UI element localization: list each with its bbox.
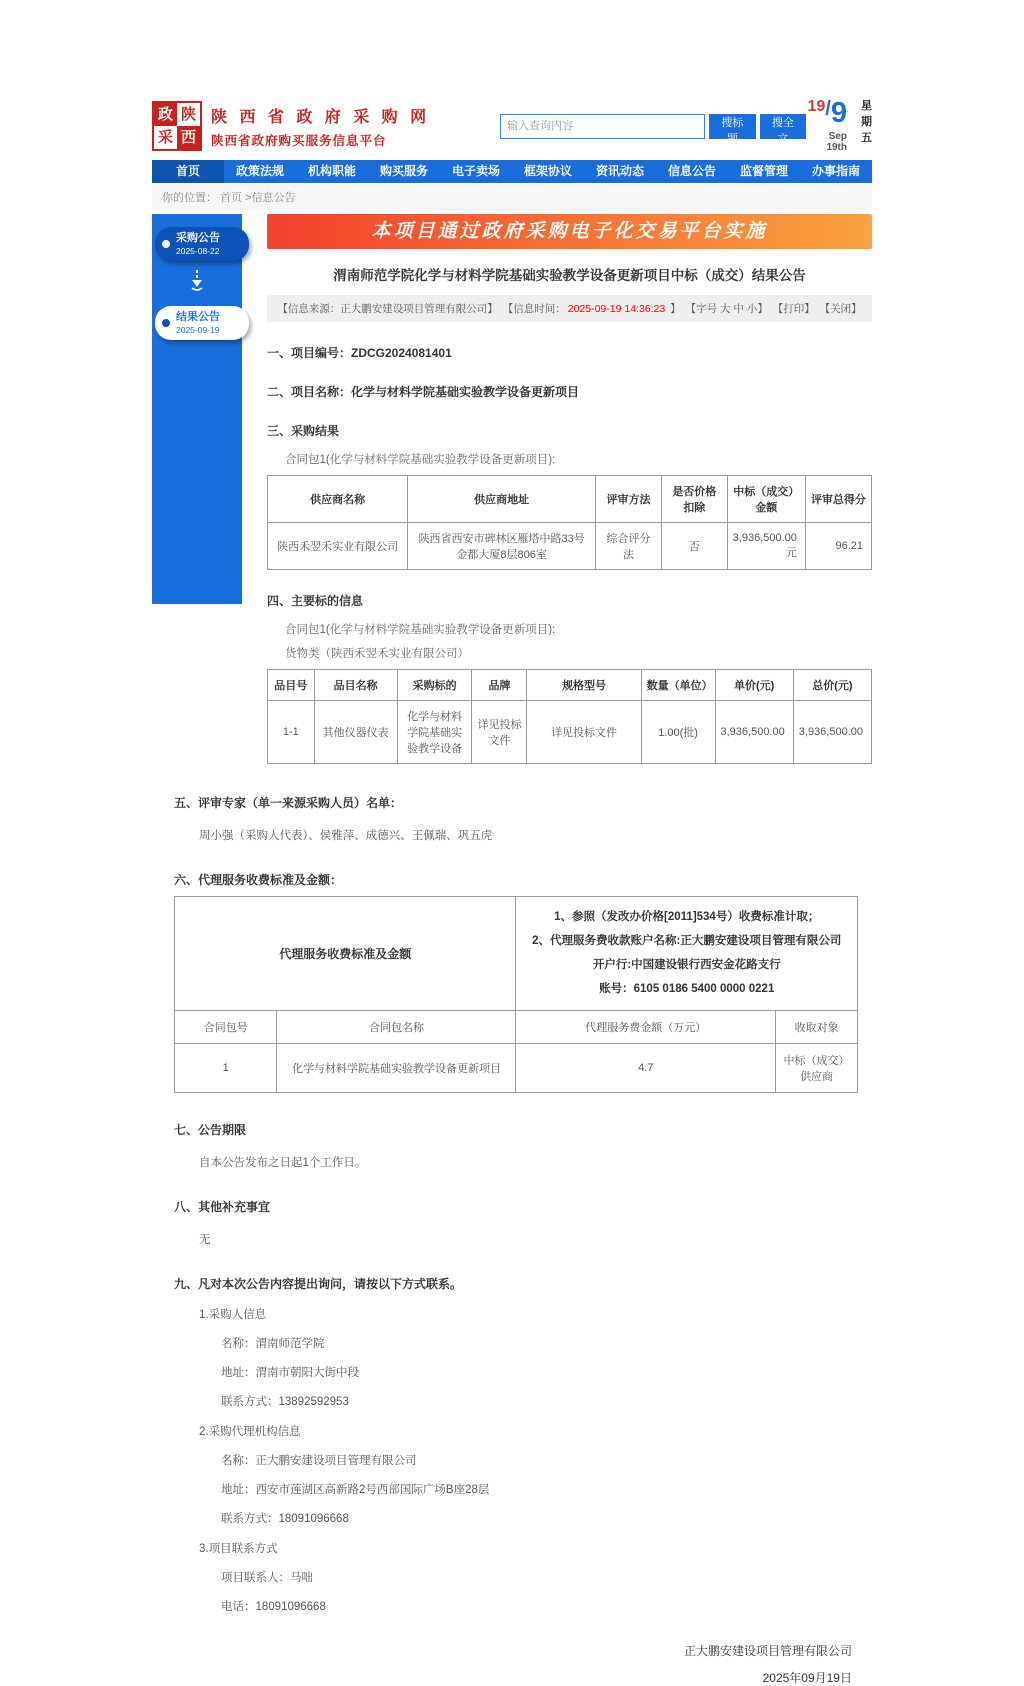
page-title: 渭南师范学院化学与材料学院基础实验教学设备更新项目中标（成交）结果公告 — [333, 268, 806, 283]
account-number-line: 账号：6105 0186 5400 0000 0221 — [599, 983, 775, 996]
site-title: 陕 西 省 政 府 采 购 网 — [211, 108, 431, 126]
column-header: 供应商名称 — [268, 476, 408, 523]
print-button[interactable]: 【打印】 — [772, 303, 815, 315]
logo-char-4: 西 — [177, 126, 200, 149]
column-header: 评审总得分 — [805, 476, 871, 523]
announcement-head — [267, 214, 872, 764]
site-subtitle: 陕西省政府购买服务信息平台 — [211, 133, 387, 148]
column-header: 合同包名称 — [277, 1010, 516, 1043]
agency-fee-header: 代理服务收费标准及金额 — [175, 897, 516, 1011]
column-header: 规格型号 — [527, 670, 641, 701]
section-procurement-result: 三、采购结果 — [267, 424, 340, 438]
goods-category-line: 货物类（陕西禾翌禾实业有限公司） — [285, 648, 469, 660]
contact-line: 地址：西安市莲湖区高新路2号西部国际广场B座28层 — [221, 1483, 490, 1496]
signature-date: 2025年09月19日 — [762, 1670, 852, 1685]
column-header: 合同包号 — [175, 1010, 277, 1043]
sidebar-item-date: 2025-08-22 — [176, 246, 220, 257]
sidebar-item-date: 2025-09-19 — [176, 325, 220, 336]
experts-list: 周小强（采购人代表）、侯雅萍、成德兴、王佩瑞、巩五虎 — [199, 830, 493, 842]
info-time: 2025-09-19 14:36:23 — [567, 303, 666, 315]
package-name: 化学与材料学院基础实验教学设备更新项目 — [277, 1043, 516, 1092]
column-header: 供应商地址 — [408, 476, 596, 523]
site-titles — [211, 104, 430, 149]
column-header: 品目名称 — [314, 670, 397, 701]
info-source: 【信息来源：正大鹏安建设项目管理有限公司】 — [277, 303, 498, 315]
nav-item-home[interactable]: 首页 — [152, 160, 224, 183]
section-contact: 九、凡对本次公告内容提出询问，请按以下方式联系。 — [174, 1276, 463, 1291]
signature-company: 正大鹏安建设项目管理有限公司 — [683, 1643, 852, 1658]
bullet-dot-icon — [162, 319, 170, 327]
nav-item-supervision[interactable]: 监督管理 — [739, 164, 788, 178]
site-header — [152, 97, 872, 153]
column-header: 总价(元) — [793, 670, 871, 701]
nav-item-guide[interactable]: 办事指南 — [811, 164, 860, 178]
main-nav — [152, 160, 872, 183]
column-header: 品目号 — [268, 670, 315, 701]
section-label: 一、项目编号： — [267, 346, 352, 360]
section-notice-period: 七、公告期限 — [174, 1122, 247, 1137]
column-header: 评审方法 — [596, 476, 662, 523]
contact-line: 名称：正大鹏安建设项目管理有限公司 — [221, 1454, 417, 1467]
nav-item-framework-agreement[interactable]: 框架协议 — [523, 164, 572, 178]
table-row — [175, 897, 858, 1011]
contact-group-title: 1.采购人信息 — [199, 1308, 267, 1321]
contact-line: 地址：渭南市朝阳大街中段 — [221, 1366, 359, 1379]
logo-char-1: 政 — [154, 103, 177, 126]
table-header-row — [268, 476, 872, 523]
sidebar-item-label: 结果公告 — [176, 311, 220, 324]
column-header: 中标（成交）金额 — [727, 476, 805, 523]
contact-group-title: 2.采购代理机构信息 — [199, 1425, 301, 1438]
subject-table — [267, 669, 872, 764]
search-input[interactable] — [500, 114, 705, 139]
nav-item-e-marketplace[interactable]: 电子卖场 — [451, 164, 500, 178]
signature-block — [174, 1642, 858, 1686]
date-numbers — [806, 99, 847, 128]
announcement-body — [152, 794, 872, 1686]
breadcrumb-home-link[interactable]: 首页 — [220, 192, 243, 204]
info-time-suffix: 】 — [670, 303, 681, 315]
timeline-sidebar — [152, 214, 242, 604]
section-project-name — [267, 383, 872, 400]
info-time-prefix: 【信息时间： — [502, 303, 566, 315]
fee-account-line: 2、代理服务费收款账户名称:正大鹏安建设项目管理有限公司 — [532, 935, 842, 948]
sidebar-item-label: 采购公告 — [176, 232, 220, 244]
table-row — [268, 523, 872, 570]
nav-item-news[interactable]: 资讯动态 — [595, 164, 644, 178]
column-header: 是否价格扣除 — [661, 476, 727, 523]
weekday-char: 五 — [861, 131, 872, 144]
notice-period-text: 自本公告发布之日起1个工作日。 — [199, 1156, 367, 1169]
search-fulltext-button[interactable]: 搜全文 — [760, 114, 807, 139]
quantity: 1.00(批) — [641, 701, 715, 764]
sidebar-item-result-notice[interactable] — [155, 306, 249, 340]
search-bar — [500, 114, 806, 145]
supplier-address: 陕西省西安市碑林区雁塔中路33号金都大厦8层806室 — [408, 523, 596, 570]
column-header: 代理服务费金额（万元） — [516, 1010, 776, 1043]
review-score: 96.21 — [805, 523, 871, 570]
column-header: 单价(元) — [715, 670, 793, 701]
logo-char-3: 采 — [154, 126, 177, 149]
date-main — [806, 99, 847, 153]
info-bar — [267, 295, 872, 322]
date-widget — [806, 99, 872, 153]
table-header-row — [175, 1010, 858, 1043]
logo-char-2: 陕 — [177, 103, 200, 126]
nav-item-policy[interactable]: 政策法规 — [235, 164, 284, 178]
date-day: 19 — [807, 98, 826, 115]
item-number: 1-1 — [268, 701, 315, 764]
sidebar-item-procurement-notice[interactable] — [155, 227, 249, 261]
column-header: 数量（单位） — [641, 670, 715, 701]
table-row — [175, 1043, 858, 1092]
agency-fee-details — [516, 897, 858, 1011]
section-project-number — [267, 344, 872, 361]
result-table — [267, 475, 872, 570]
contact-group-title: 3.项目联系方式 — [199, 1542, 278, 1555]
contract-package-line: 合同包1(化学与材料学院基础实验教学设备更新项目): — [285, 454, 556, 466]
procurement-subject: 化学与材料学院基础实验教学设备 — [397, 701, 472, 764]
project-number: ZDCG2024081401 — [351, 346, 452, 360]
bank-line: 开户行:中国建设银行西安金花路支行 — [592, 959, 781, 972]
contact-line: 电话：18091096668 — [221, 1600, 326, 1613]
package-number: 1 — [175, 1043, 277, 1092]
breadcrumb — [152, 184, 872, 210]
section-other-matters: 八、其他补充事宜 — [174, 1199, 271, 1214]
close-button[interactable]: 【关闭】 — [819, 303, 862, 315]
fee-payer: 中标（成交）供应商 — [776, 1043, 858, 1092]
fee-standard-line: 1、参照（发改办价格[2011]534号）收费标准计取； — [554, 911, 820, 923]
breadcrumb-current: 信息公告 — [251, 192, 296, 204]
table-header-row — [268, 670, 872, 701]
review-method: 综合评分法 — [596, 523, 662, 570]
date-separator: / — [825, 98, 831, 120]
contact-line: 名称：渭南师范学院 — [221, 1337, 325, 1350]
spec-model: 详见投标文件 — [527, 701, 641, 764]
site-logo[interactable] — [152, 101, 202, 151]
total-price: 3,936,500.00 — [793, 701, 871, 764]
column-header: 收取对象 — [776, 1010, 858, 1043]
column-header: 品牌 — [472, 670, 527, 701]
nav-item-organization[interactable]: 机构职能 — [307, 164, 356, 178]
weekday-label — [861, 99, 872, 147]
weekday-char: 星 — [861, 100, 872, 112]
project-name: 化学与材料学院基础实验教学设备更新项目 — [351, 385, 580, 399]
agency-fee-table — [174, 896, 858, 1093]
contact-line: 联系方式：13892592953 — [221, 1395, 349, 1408]
brand: 详见投标文件 — [472, 701, 527, 764]
section-experts: 五、评审专家（单一来源采购人员）名单： — [174, 796, 403, 810]
date-english: Sep 19th — [826, 131, 847, 153]
nav-item-announcements[interactable]: 信息公告 — [667, 164, 716, 178]
nav-item-purchase-services[interactable]: 购买服务 — [379, 164, 428, 178]
supplier-name: 陕西禾翌禾实业有限公司 — [268, 523, 408, 570]
main-top-row — [152, 214, 872, 764]
contact-line: 联系方式：18091096668 — [221, 1512, 349, 1525]
font-size-control[interactable]: 【字号 大 中 小】 — [685, 303, 768, 315]
award-amount: 3,936,500.00元 — [727, 523, 805, 570]
breadcrumb-prefix: 你的位置： — [162, 192, 217, 204]
section-agency-fee: 六、代理服务收费标准及金额： — [174, 873, 343, 887]
section-subject-info: 四、主要标的信息 — [267, 594, 364, 608]
platform-banner: 本项目通过政府采购电子化交易平台实施 — [267, 214, 872, 249]
unit-price: 3,936,500.00 — [715, 701, 793, 764]
down-arrow-icon — [152, 269, 242, 296]
other-matters-text: 无 — [199, 1233, 211, 1246]
price-deduction: 否 — [661, 523, 727, 570]
page-container — [152, 0, 872, 1686]
column-header: 采购标的 — [397, 670, 472, 701]
contract-package-line: 合同包1(化学与材料学院基础实验教学设备更新项目): — [285, 624, 556, 636]
bullet-dot-icon — [162, 240, 170, 248]
search-title-button[interactable]: 搜标题 — [709, 114, 756, 139]
contact-line: 项目联系人：马咄 — [221, 1571, 313, 1584]
item-name: 其他仪器仪表 — [314, 701, 397, 764]
weekday-char: 期 — [861, 115, 872, 128]
agency-fee-amount: 4.7 — [516, 1043, 776, 1092]
date-month: 9 — [830, 97, 847, 129]
section-label: 二、项目名称： — [267, 385, 352, 399]
table-row — [268, 701, 872, 764]
breadcrumb-separator: > — [245, 192, 252, 204]
